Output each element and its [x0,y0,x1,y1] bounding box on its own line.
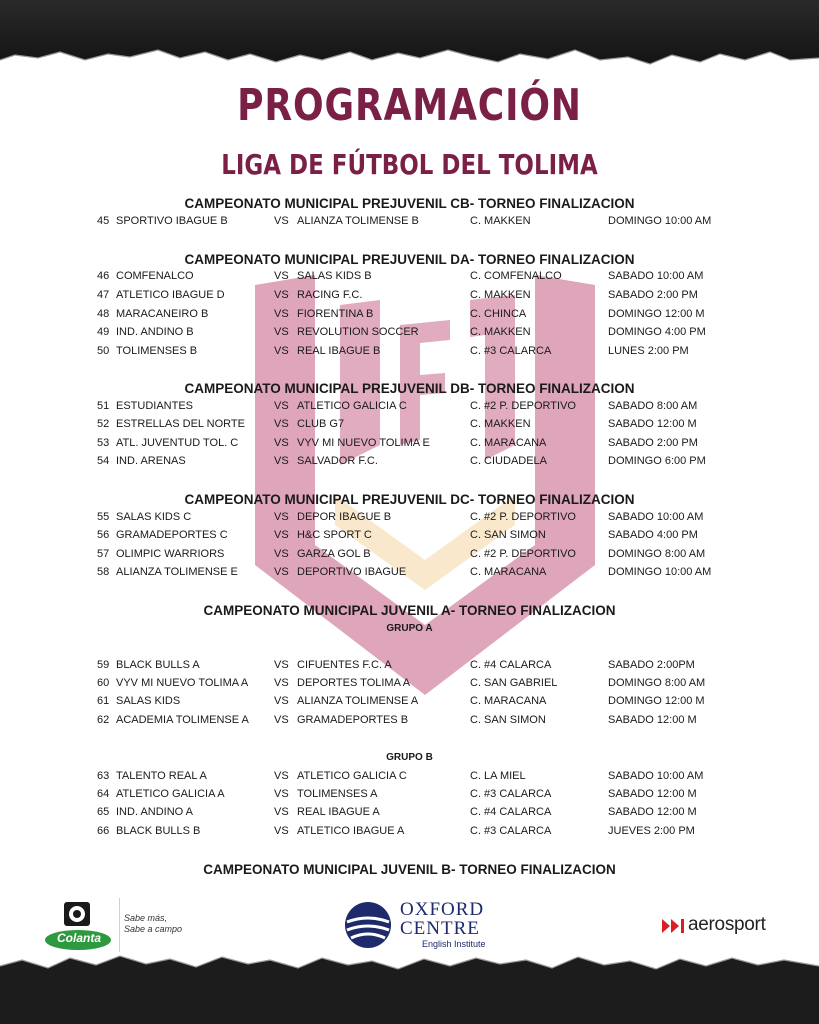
venue: C. SAN SIMON [470,529,546,541]
colanta-slogan-line-1: Sabe más, [124,913,168,923]
schedule: SABADO 10:00 AM [608,270,704,282]
home-team: ATLETICO GALICIA A [116,788,225,800]
section-title: CAMPEONATO MUNICIPAL PREJUVENIL CB- TORNEO FINALIZACION [184,196,635,211]
match-number: 66 [97,825,110,837]
match-row [0,714,819,730]
section-title: CAMPEONATO MUNICIPAL PREJUVENIL DB- TORNEO FINALIZACION [184,381,635,396]
match-number: 47 [97,289,110,301]
vs-label: VS [274,437,289,449]
venue: C. MAKKEN [470,418,531,430]
match-row [0,511,819,527]
match-number: 50 [97,345,110,357]
vs-label: VS [274,714,289,726]
venue: C. #2 P. DEPORTIVO [470,548,576,560]
away-team: REVOLUTION SOCCER [297,326,419,338]
venue: C. #3 CALARCA [470,825,552,837]
match-row [0,270,819,286]
venue: C. MARACANA [470,695,547,707]
schedule: SABADO 12:00 M [608,788,697,800]
vs-label: VS [274,566,289,578]
schedule: JUEVES 2:00 PM [608,825,695,837]
vs-label: VS [274,548,289,560]
vs-label: VS [274,345,289,357]
venue: C. MAKKEN [470,326,531,338]
match-row [0,659,819,675]
home-team: GRAMADEPORTES C [116,529,228,541]
page-subtitle: LIGA DE FÚTBOL DEL TOLIMA [221,148,598,181]
venue: C. SAN SIMON [470,714,546,726]
match-number: 61 [97,695,110,707]
venue: C. CHINCA [470,308,527,320]
vs-label: VS [274,770,289,782]
section-title: CAMPEONATO MUNICIPAL PREJUVENIL DA- TORNEO FINALIZACION [184,252,635,267]
section-title: CAMPEONATO MUNICIPAL PREJUVENIL DC- TORNEO FINALIZACION [184,492,635,507]
match-row [0,345,819,361]
match-number: 53 [97,437,110,449]
schedule: DOMINGO 8:00 AM [608,677,706,689]
vs-label: VS [274,511,289,523]
home-team: MARACANEIRO B [116,308,209,320]
schedule: SABADO 12:00 M [608,714,697,726]
venue: C. #2 P. DEPORTIVO [470,511,576,523]
match-row [0,695,819,711]
home-team: ESTUDIANTES [116,400,194,412]
schedule: DOMINGO 12:00 M [608,308,705,320]
schedule: DOMINGO 10:00 AM [608,215,712,227]
away-team: REAL IBAGUE A [297,806,380,818]
match-row [0,308,819,324]
away-team: CIFUENTES F.C. A [297,659,392,671]
home-team: TALENTO REAL A [116,770,207,782]
away-team: CLUB G7 [297,418,345,430]
venue: C. #4 CALARCA [470,659,552,671]
oxford-line-1: OXFORD [400,899,485,920]
aerosport-wordmark: aerosport [688,914,766,935]
colanta-name: Colanta [56,931,101,945]
match-row [0,548,819,564]
match-row [0,418,819,434]
away-team: DEPOR IBAGUE B [297,511,392,523]
home-team: SPORTIVO IBAGUE B [116,215,228,227]
match-number: 49 [97,326,110,338]
venue: C. MARACANA [470,437,547,449]
home-team: VYV MI NUEVO TOLIMA A [116,677,249,689]
venue: C. CIUDADELA [470,455,548,467]
vs-label: VS [274,529,289,541]
schedule: DOMINGO 12:00 M [608,695,705,707]
vs-label: VS [274,825,289,837]
away-team: ATLETICO GALICIA C [297,770,407,782]
away-team: ATLETICO IBAGUE A [297,825,405,837]
vs-label: VS [274,400,289,412]
away-team: DEPORTES TOLIMA A [297,677,411,689]
page-title: PROGRAMACIÓN [237,80,582,131]
match-number: 63 [97,770,110,782]
away-team: RACING F.C. [297,289,363,301]
oxford-line-3: English Institute [422,939,486,949]
home-team: SALAS KIDS C [116,511,192,523]
vs-label: VS [274,215,289,227]
match-number: 55 [97,511,110,523]
away-team: ALIANZA TOLIMENSE A [297,695,419,707]
vs-label: VS [274,418,289,430]
match-number: 51 [97,400,110,412]
schedule: SABADO 12:00 M [608,806,697,818]
home-team: ACADEMIA TOLIMENSE A [116,714,249,726]
vs-label: VS [274,695,289,707]
vs-label: VS [274,677,289,689]
away-team: GRAMADEPORTES B [297,714,409,726]
schedule: DOMINGO 8:00 AM [608,548,706,560]
sponsor-divider [119,898,120,952]
schedule: DOMINGO 6:00 PM [608,455,706,467]
vs-label: VS [274,326,289,338]
match-number: 46 [97,270,110,282]
venue: C. SAN GABRIEL [470,677,558,689]
away-team: REAL IBAGUE B [297,345,381,357]
home-team: SALAS KIDS [116,695,181,707]
venue: C. LA MIEL [470,770,526,782]
schedule: SABADO 12:00 M [608,418,697,430]
match-number: 52 [97,418,110,430]
match-row [0,770,819,786]
away-team: H&C SPORT C [297,529,372,541]
group-title: GRUPO A [386,623,433,634]
home-team: IND. ANDINO A [116,806,194,818]
schedule: LUNES 2:00 PM [608,345,689,357]
home-team: IND. ARENAS [116,455,186,467]
torn-paper-top [0,0,819,80]
vs-label: VS [274,806,289,818]
match-number: 58 [97,566,110,578]
oxford-line-2: CENTRE [400,918,480,939]
match-number: 62 [97,714,110,726]
match-row [0,806,819,822]
match-row [0,400,819,416]
torn-paper-bottom [0,940,819,1024]
vs-label: VS [274,308,289,320]
schedule: SABADO 2:00 PM [608,289,698,301]
match-row [0,566,819,582]
match-row [0,825,819,841]
match-row [0,788,819,804]
vs-label: VS [274,455,289,467]
home-team: ALIANZA TOLIMENSE E [116,566,238,578]
match-number: 48 [97,308,110,320]
venue: C. MAKKEN [470,215,531,227]
match-row [0,215,819,231]
section-title: CAMPEONATO MUNICIPAL JUVENIL B- TORNEO FINALIZACION [203,862,616,877]
match-row [0,529,819,545]
match-row [0,455,819,471]
away-team: FIORENTINA B [297,308,374,320]
away-team: ATLETICO GALICIA C [297,400,407,412]
schedule: SABADO 2:00 PM [608,437,698,449]
home-team: IND. ANDINO B [116,326,194,338]
home-team: OLIMPIC WARRIORS [116,548,225,560]
home-team: ATL. JUVENTUD TOL. C [116,437,239,449]
vs-label: VS [274,289,289,301]
home-team: TOLIMENSES B [116,345,198,357]
schedule: SABADO 8:00 AM [608,400,698,412]
match-row [0,437,819,453]
match-row [0,677,819,693]
schedule: DOMINGO 4:00 PM [608,326,706,338]
aerosport-arrows-icon [662,919,686,933]
colanta-slogan-line-2: Sabe a campo [124,924,183,934]
match-row [0,326,819,342]
home-team: BLACK BULLS B [116,825,201,837]
away-team: DEPORTIVO IBAGUE [297,566,407,578]
away-team: GARZA GOL B [297,548,371,560]
venue: C. #2 P. DEPORTIVO [470,400,576,412]
match-number: 65 [97,806,110,818]
match-number: 56 [97,529,110,541]
oxford-wordmark [400,900,486,950]
oxford-globe-icon [343,900,393,950]
away-team: SALAS KIDS B [297,270,372,282]
colanta-slogan [124,913,182,935]
section-title: CAMPEONATO MUNICIPAL JUVENIL A- TORNEO FINALIZACION [203,603,616,618]
venue: C. #4 CALARCA [470,806,552,818]
away-team: ALIANZA TOLIMENSE B [297,215,419,227]
home-team: BLACK BULLS A [116,659,200,671]
match-number: 54 [97,455,110,467]
home-team: ATLETICO IBAGUE D [116,289,225,301]
home-team: ESTRELLAS DEL NORTE [116,418,245,430]
match-number: 59 [97,659,110,671]
match-number: 60 [97,677,110,689]
schedule: DOMINGO 10:00 AM [608,566,712,578]
vs-label: VS [274,270,289,282]
away-team: TOLIMENSES A [297,788,378,800]
venue: C. #3 CALARCA [470,788,552,800]
match-row [0,289,819,305]
venue: C. COMFENALCO [470,270,562,282]
schedule: SABADO 10:00 AM [608,511,704,523]
venue: C. MARACANA [470,566,547,578]
match-number: 57 [97,548,110,560]
venue: C. #3 CALARCA [470,345,552,357]
away-team: SALVADOR F.C. [297,455,378,467]
schedule: SABADO 10:00 AM [608,770,704,782]
home-team: COMFENALCO [116,270,194,282]
vs-label: VS [274,788,289,800]
match-number: 64 [97,788,110,800]
schedule: SABADO 2:00PM [608,659,695,671]
group-title: GRUPO B [386,752,433,763]
vs-label: VS [274,659,289,671]
schedule: SABADO 4:00 PM [608,529,698,541]
match-number: 45 [97,215,110,227]
venue: C. MAKKEN [470,289,531,301]
away-team: VYV MI NUEVO TOLIMA E [297,437,430,449]
